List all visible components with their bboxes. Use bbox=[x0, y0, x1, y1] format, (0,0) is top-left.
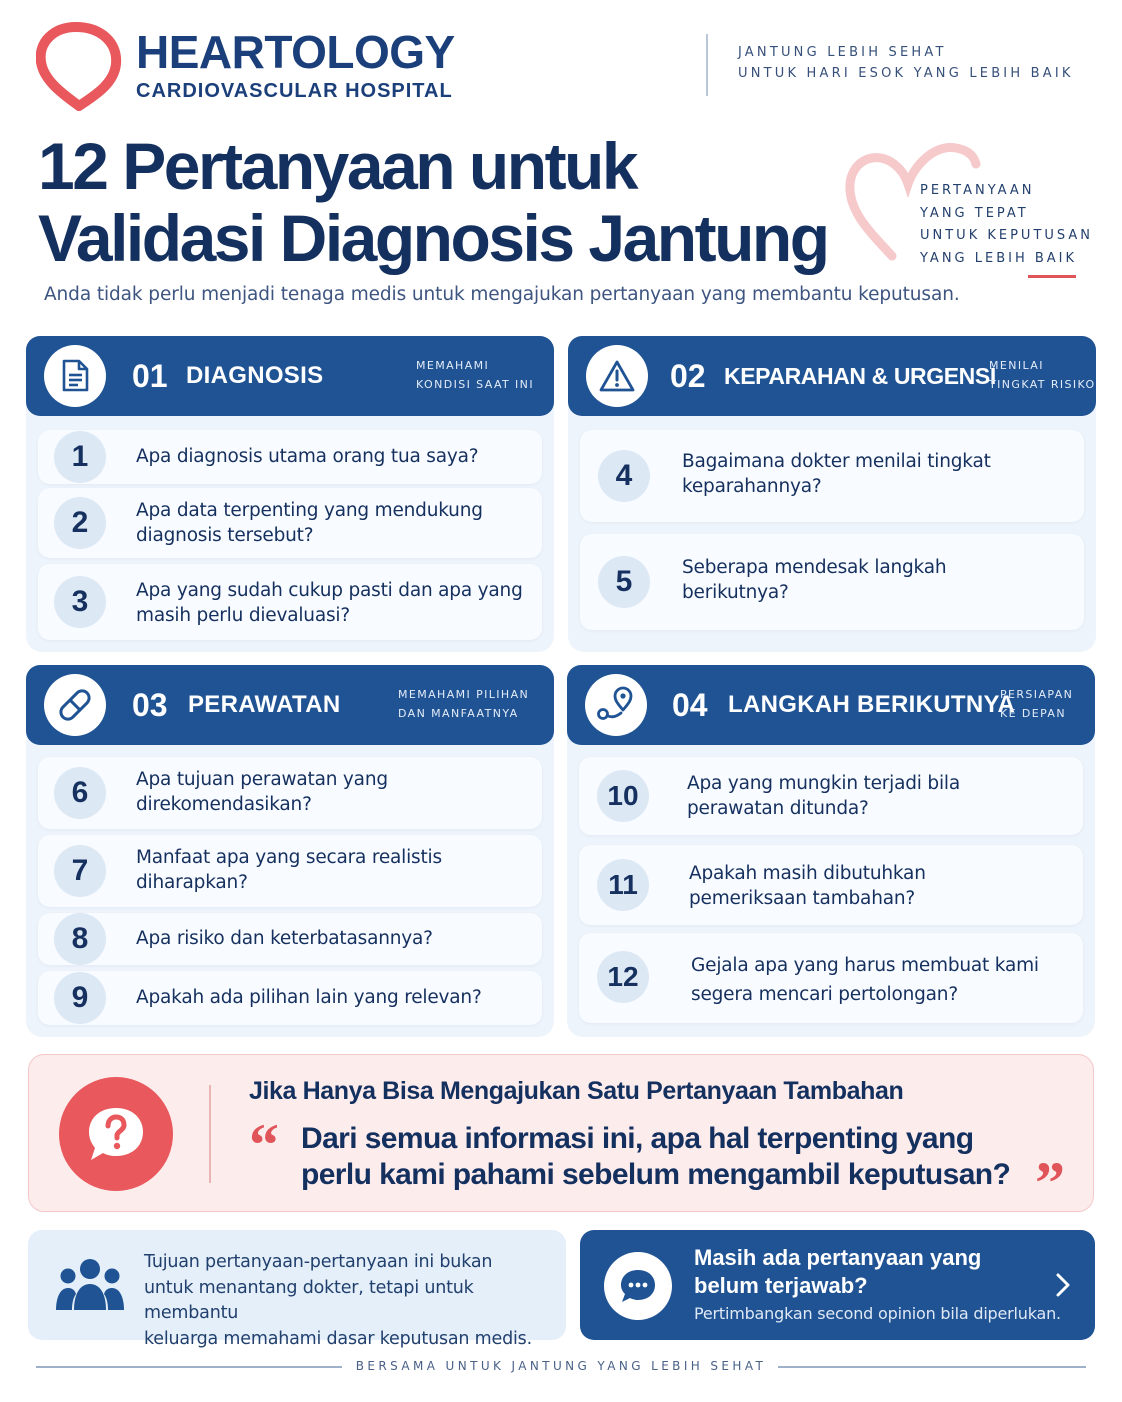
page-subtitle: Anda tidak perlu menjadi tenaga medis untuk mengajukan pertanyaan yang membantu keputusan. bbox=[44, 284, 960, 305]
question-text: Apa diagnosis utama orang tua saya? bbox=[136, 446, 479, 467]
section-caption-line: KE DEPAN bbox=[1000, 707, 1066, 720]
question-text-line: diagnosis tersebut? bbox=[136, 525, 314, 546]
warning-icon bbox=[586, 345, 648, 407]
brand-name: HEARTOLOGY bbox=[136, 26, 455, 78]
question-text-line: segera mencari pertolongan? bbox=[691, 984, 958, 1005]
purpose-note-line: Tujuan pertanyaan-pertanyaan ini bukan bbox=[144, 1252, 493, 1272]
side-tag bbox=[920, 180, 1093, 270]
section-caption-line: MENILAI bbox=[989, 359, 1044, 372]
question-text bbox=[687, 771, 960, 821]
question-number: 3 bbox=[54, 576, 106, 628]
question-text-line: berikutnya? bbox=[682, 582, 789, 603]
section-title: LANGKAH BERIKUTNYA bbox=[728, 691, 1016, 718]
cta-title-line: belum terjawab? bbox=[694, 1273, 868, 1298]
question-text bbox=[136, 578, 523, 628]
section-caption bbox=[1000, 685, 1073, 723]
heart-logo-icon bbox=[36, 22, 122, 112]
page-title bbox=[38, 130, 828, 274]
section-title: PERAWATAN bbox=[188, 691, 341, 718]
question-text-line: direkomendasikan? bbox=[136, 794, 312, 815]
route-pin-icon bbox=[585, 674, 647, 736]
question-text-line: Bagaimana dokter menilai tingkat bbox=[682, 451, 991, 472]
question-text bbox=[136, 767, 388, 817]
side-tag-line: PERTANYAAN bbox=[920, 183, 1035, 198]
question-text-line: Apa data terpenting yang mendukung bbox=[136, 500, 483, 521]
question-card bbox=[38, 430, 542, 484]
question-number: 12 bbox=[597, 951, 649, 1003]
question-card bbox=[38, 971, 542, 1025]
question-text-line: Manfaat apa yang secara realistis bbox=[136, 847, 442, 868]
purpose-note-line: keluarga memahami dasar keputusan medis. bbox=[144, 1328, 532, 1349]
question-card bbox=[38, 564, 542, 640]
cta-title-line: Masih ada pertanyaan yang bbox=[694, 1245, 982, 1270]
document-icon bbox=[44, 345, 106, 407]
side-tag-line: YANG LEBIH BAIK bbox=[920, 250, 1078, 266]
question-card bbox=[38, 488, 542, 558]
question-text-line: Apa yang mungkin terjadi bila bbox=[687, 773, 960, 794]
question-bubble-icon bbox=[59, 1077, 173, 1191]
footer-text: BERSAMA UNTUK JANTUNG YANG LEBIH SEHAT bbox=[355, 1359, 767, 1373]
section-header bbox=[26, 665, 554, 745]
side-tag-line: UNTUK KEPUTUSAN bbox=[920, 228, 1094, 243]
question-number: 9 bbox=[54, 972, 106, 1024]
question-card bbox=[580, 534, 1084, 630]
header-divider bbox=[706, 34, 708, 96]
section-header bbox=[568, 336, 1096, 416]
question-card bbox=[579, 757, 1083, 835]
section-caption bbox=[416, 356, 534, 394]
question-text-line: pemeriksaan tambahan? bbox=[689, 888, 916, 909]
page-title-line: 12 Pertanyaan untuk bbox=[38, 129, 637, 203]
section-treatment bbox=[26, 665, 554, 1037]
question-text: Apa risiko dan keterbatasannya? bbox=[136, 928, 433, 949]
brand-subtitle: CARDIOVASCULAR HOSPITAL bbox=[136, 80, 453, 102]
question-card bbox=[38, 913, 542, 965]
people-icon bbox=[54, 1256, 126, 1314]
question-text bbox=[682, 555, 946, 605]
tagline-line: JANTUNG LEBIH SEHAT bbox=[738, 45, 947, 60]
section-severity bbox=[568, 336, 1096, 652]
section-number: 04 bbox=[672, 687, 708, 723]
open-quote-icon: “ bbox=[249, 1112, 279, 1178]
question-number: 11 bbox=[597, 859, 649, 911]
section-header bbox=[567, 665, 1095, 745]
section-number: 02 bbox=[670, 358, 706, 394]
question-number: 6 bbox=[54, 767, 106, 819]
tagline bbox=[738, 42, 1074, 84]
section-next-steps bbox=[567, 665, 1095, 1037]
chat-bubble-icon bbox=[604, 1252, 672, 1320]
question-text-line: perawatan ditunda? bbox=[687, 798, 869, 819]
question-number: 8 bbox=[54, 913, 106, 965]
question-text-line: keparahannya? bbox=[682, 476, 822, 497]
second-opinion-cta[interactable] bbox=[580, 1230, 1095, 1340]
section-caption bbox=[989, 356, 1096, 394]
section-diagnosis bbox=[26, 336, 554, 652]
question-number: 4 bbox=[598, 450, 650, 502]
section-number: 01 bbox=[132, 358, 168, 394]
question-number: 1 bbox=[54, 431, 106, 483]
side-tag-underline bbox=[1028, 275, 1076, 278]
question-number: 10 bbox=[597, 770, 649, 822]
question-number: 5 bbox=[598, 556, 650, 608]
callout-quote bbox=[301, 1121, 1041, 1193]
question-text-line: Apa tujuan perawatan yang bbox=[136, 769, 388, 790]
question-text bbox=[136, 498, 483, 548]
question-number: 7 bbox=[54, 845, 106, 897]
section-caption bbox=[398, 685, 529, 723]
section-title: DIAGNOSIS bbox=[186, 362, 324, 389]
question-card bbox=[579, 845, 1083, 925]
question-text bbox=[136, 845, 442, 895]
question-text bbox=[691, 951, 1039, 1009]
section-caption-line: KONDISI SAAT INI bbox=[416, 378, 534, 391]
key-question-callout bbox=[28, 1054, 1094, 1216]
page-title-line: Validasi Diagnosis Jantung bbox=[38, 201, 828, 275]
question-card bbox=[579, 933, 1083, 1023]
purpose-note bbox=[28, 1230, 566, 1349]
section-caption-line: PERSIAPAN bbox=[1000, 688, 1074, 701]
tagline-line: UNTUK HARI ESOK YANG LEBIH BAIK bbox=[738, 66, 1074, 81]
side-tag-line: YANG TEPAT bbox=[920, 205, 1029, 221]
purpose-note-line: untuk menantang dokter, tetapi untuk membantu bbox=[144, 1277, 474, 1323]
question-card bbox=[38, 757, 542, 829]
header bbox=[36, 22, 1086, 118]
callout-quote-line: Dari semua informasi ini, apa hal terpenting yang bbox=[301, 1122, 974, 1155]
question-number: 2 bbox=[54, 497, 106, 549]
section-caption-line: TINGKAT RISIKO bbox=[989, 378, 1096, 391]
chevron-right-icon[interactable] bbox=[1052, 1272, 1074, 1298]
section-caption-line: MEMAHAMI PILIHAN bbox=[398, 688, 530, 701]
question-card bbox=[580, 430, 1084, 522]
question-text-line: Seberapa mendesak langkah bbox=[682, 557, 947, 578]
callout-quote-line: perlu kami pahami sebelum mengambil keputusan? bbox=[301, 1158, 1011, 1191]
section-caption-line: DAN MANFAATNYA bbox=[398, 707, 519, 720]
question-text-line: masih perlu dievaluasi? bbox=[136, 605, 350, 626]
question-text-line: Apakah masih dibutuhkan bbox=[689, 863, 926, 884]
section-title: KEPARAHAN & URGENSI bbox=[724, 363, 996, 389]
section-header bbox=[26, 336, 554, 416]
purpose-note-text bbox=[144, 1250, 554, 1352]
question-text: Apakah ada pilihan lain yang relevan? bbox=[136, 987, 482, 1008]
pill-icon bbox=[44, 674, 106, 736]
callout-divider bbox=[209, 1085, 211, 1183]
cta-title bbox=[694, 1244, 1034, 1300]
question-text-line: Gejala apa yang harus membuat kami bbox=[691, 955, 1039, 976]
question-text bbox=[689, 861, 926, 911]
callout-label: Jika Hanya Bisa Mengajukan Satu Pertanyaan Tambahan bbox=[249, 1077, 904, 1105]
section-caption-line: MEMAHAMI bbox=[416, 359, 490, 372]
section-number: 03 bbox=[132, 687, 168, 723]
question-text bbox=[682, 449, 991, 499]
question-card bbox=[38, 835, 542, 907]
close-quote-icon: ” bbox=[1035, 1150, 1065, 1216]
question-text-line: Apa yang sudah cukup pasti dan apa yang bbox=[136, 580, 523, 601]
question-text-line: diharapkan? bbox=[136, 872, 248, 893]
cta-subtitle: Pertimbangkan second opinion bila diperlukan. bbox=[694, 1304, 1061, 1323]
